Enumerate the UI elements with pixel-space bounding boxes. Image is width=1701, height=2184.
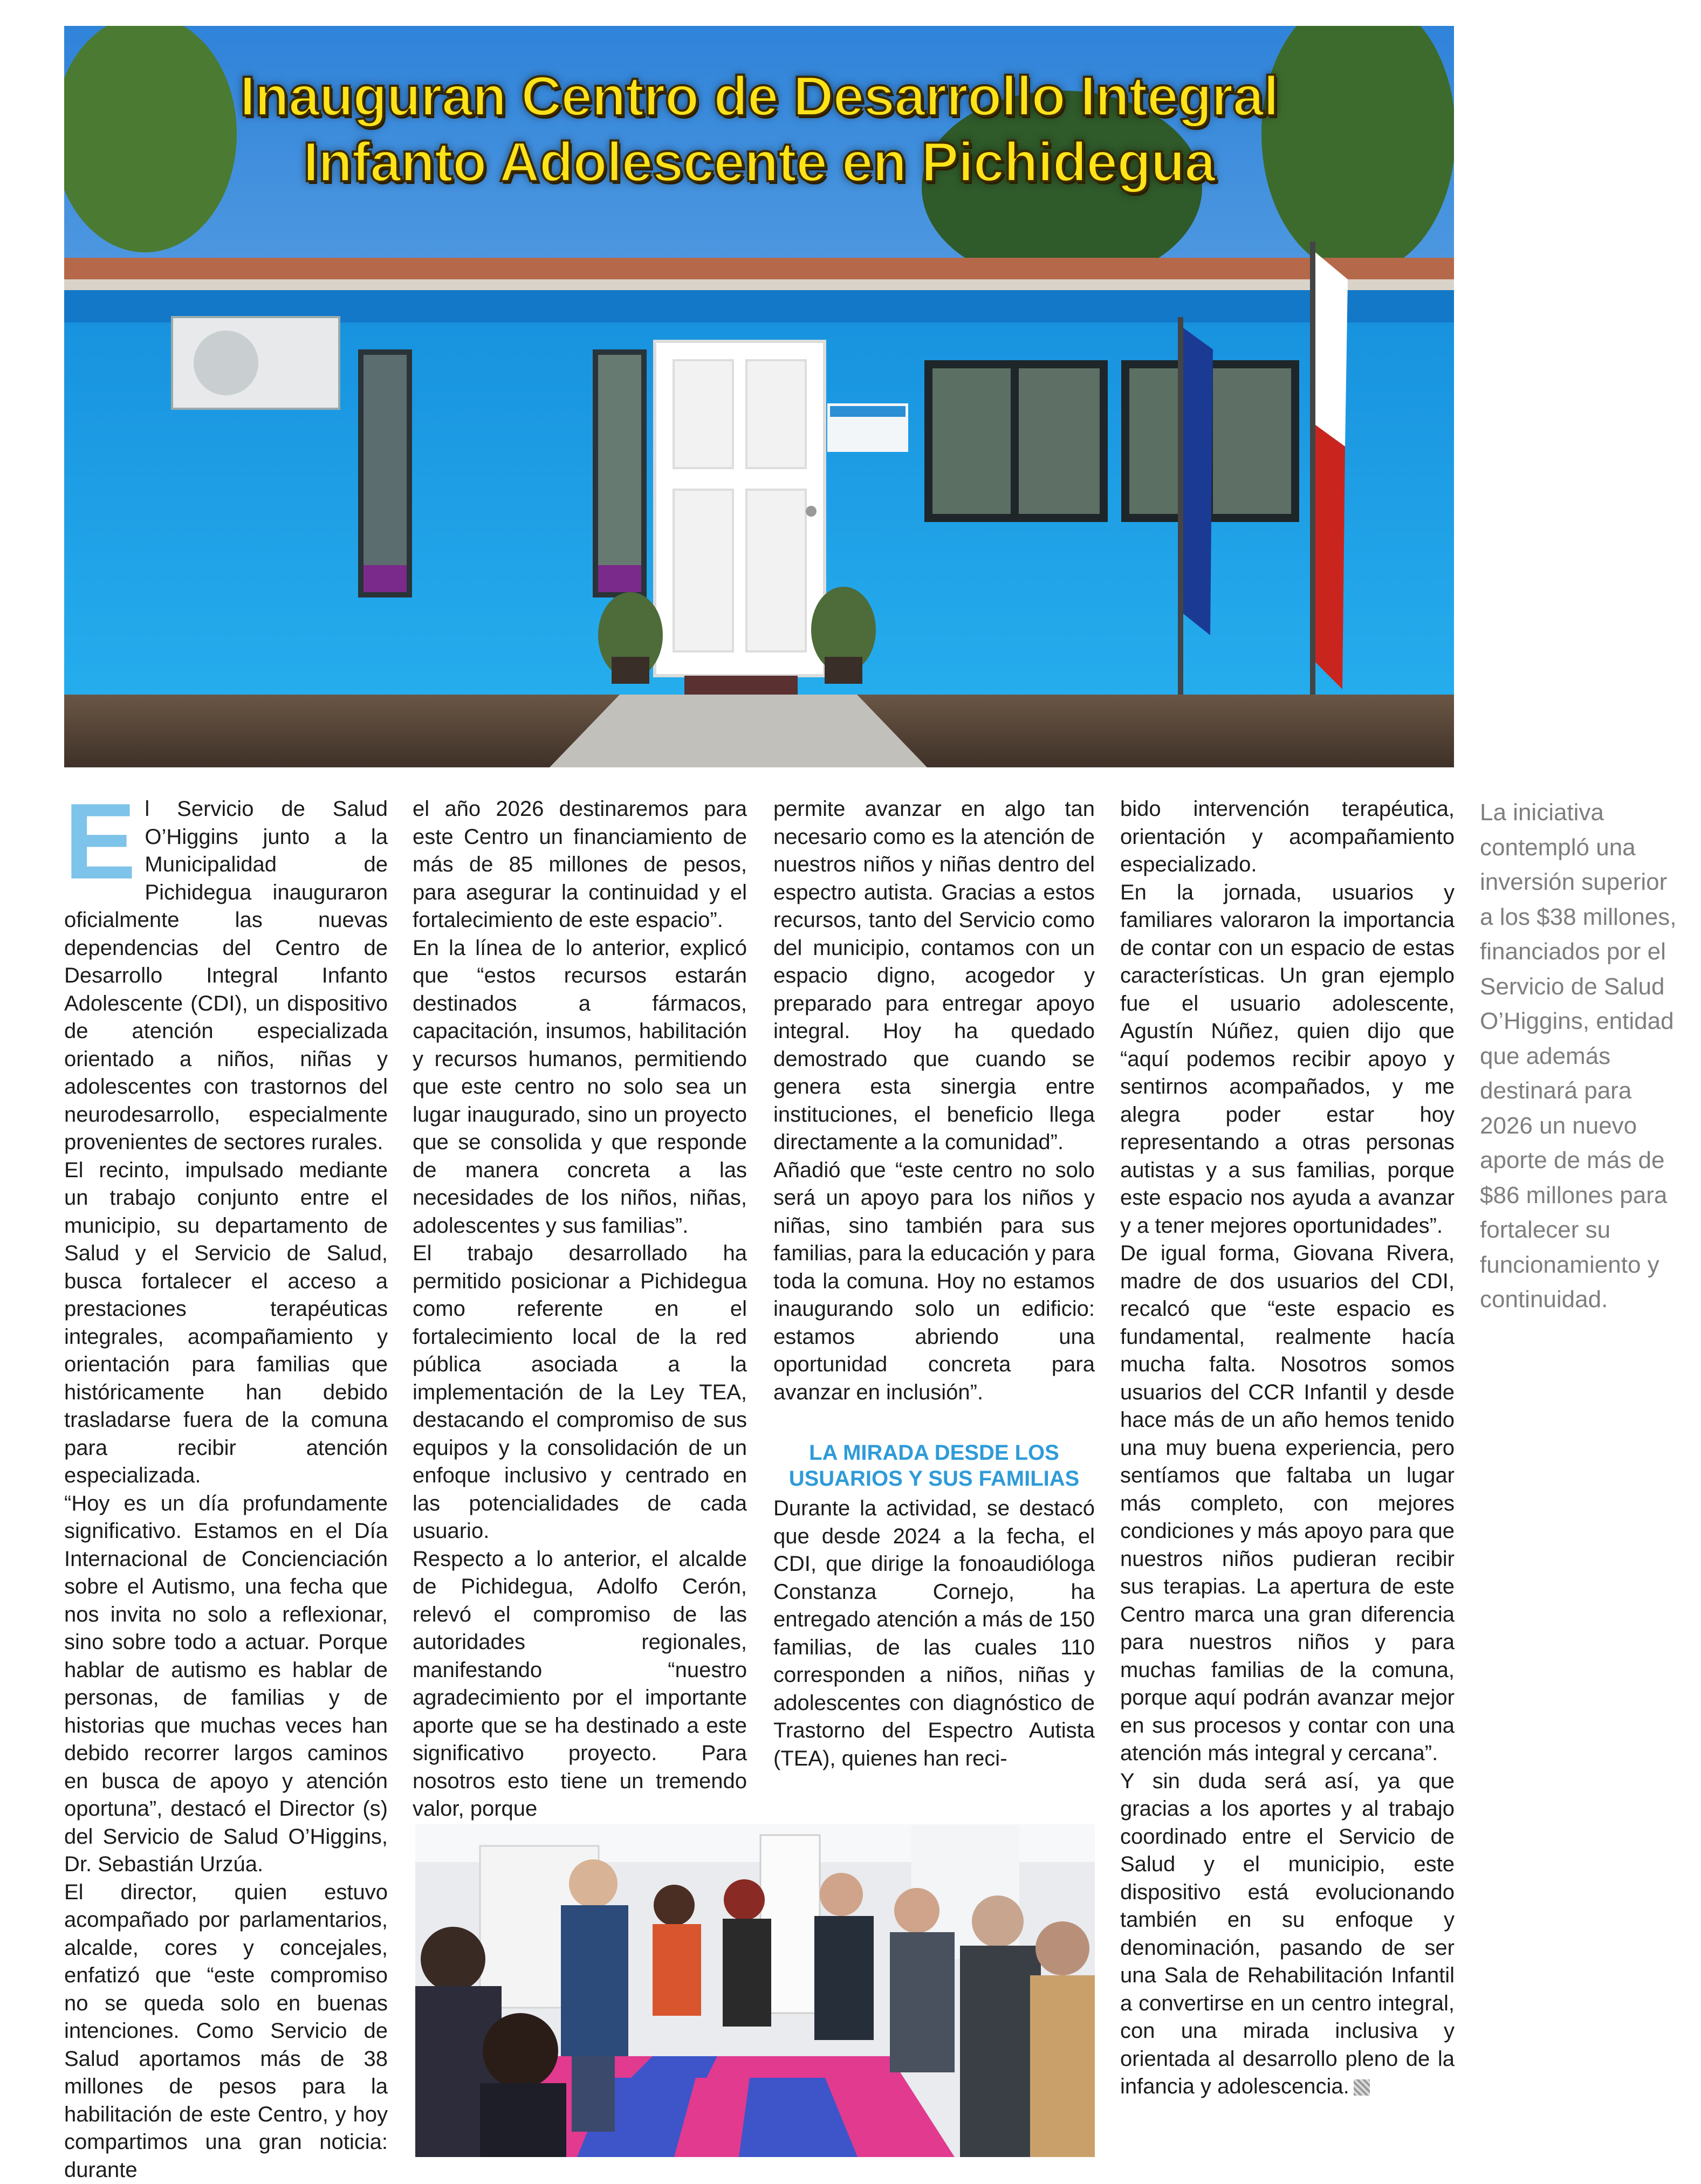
paragraph: Añadió que “este centro no solo será un apoyo para los niños y niñas, sino también para sus familias, para la educación y para toda la comuna. Hoy no estamos inaugurando solo un edificio: estamos abriendo una oportunidad concreta para avanzar en inclusión”. (773, 1157, 1095, 1407)
drop-cap: E (64, 798, 136, 889)
paragraph: En la línea de lo anterior, explicó que “estos recursos estarán destinados a fármacos, capacitación, insumos, habilitación y recursos humanos, permitiendo que este centro no solo sea un lugar inaugurado, sino un proyecto que se consolida y que responde de manera concreta a las necesidades de los niños, niñas, adolescentes y sus familias”. (413, 935, 747, 1240)
paragraph: En la jornada, usuarios y familiares valoraron la importancia de contar con un espacio de estas características. Un gran ejemplo fue el usuario adolescente, Agustín Núñez, quien dijo que “aquí podemos recibir apoyo y sentirnos acompañados, y me alegra poder estar hoy representando a otras personas autistas y a sus familias, porque este espacio nos ayuda a avanzar y a tener mejores oportunidades”. (1120, 879, 1455, 1240)
paragraph (64, 795, 388, 1157)
side-quote: La iniciativa contempló una inversión superior a los $38 millones, financiados por el Servicio de Salud O’Higgins, entidad que además destinará para 2026 un nuevo aporte de más de $86 millones para fortalecer su funcionamiento y continuidad. (1480, 795, 1685, 1317)
hero-photo (64, 26, 1454, 767)
end-mark-icon (1354, 2079, 1370, 2096)
article-column-3 (773, 795, 1095, 1773)
paragraph: El director, quien estuvo acompañado por parlamentarios, alcalde, cores y concejales, enfatizó que “este compromiso no se queda solo en buenas intenciones. Como Servicio de Salud aportamos más de 38 millones de pesos para la habilitación de este Centro, y hoy compartimos una gran noticia: durante (64, 1879, 388, 2184)
paragraph: permite avanzar en algo tan necesario como es la atención de nuestros niños y niñas dentro del espectro autista. Gracias a estos recursos, tanto del Servicio como del municipio, contamos con un espacio digno, acogedor y preparado para entregar apoyo integral. Hoy ha quedado demostrado que cuando se genera esta sinergia entre instituciones, el beneficio llega directamente a la comunidad”. (773, 795, 1095, 1157)
paragraph: Durante la actividad, se destacó que desde 2024 a la fecha, el CDI, que dirige la fonoaudióloga Constanza Cornejo, ha entregado atención a más de 150 familias, de las cuales 110 corresponden a niños, niñas y adolescentes con diagnóstico de Trastorno del Espectro Autista (TEA), quienes han reci- (773, 1495, 1095, 1773)
paragraph-text: l Servicio de Salud O’Higgins junto a la Municipalidad de Pichidegua inauguraron oficialmente las nuevas dependencias del Centro de Desarrollo Integral Infanto Adolescente (CDI), un dispositivo de atención especializada orientado a niños, niñas y adolescentes con trastornos del neurodesarrollo, especialmente provenientes de sectores rurales. (64, 797, 388, 1154)
meeting-illustration (415, 1824, 1095, 2157)
paragraph: bido intervención terapéutica, orientación y acompañamiento especializado. (1120, 795, 1455, 879)
paragraph: El trabajo desarrollado ha permitido posicionar a Pichidegua como referente en el fortalecimiento local de la red pública asociada a la implementación de la Ley TEA, destacando el compromiso de sus equipos y la consolidación de un enfoque inclusivo y centrado en las potencialidades de cada usuario. (413, 1240, 747, 1546)
section-subhead: LA MIRADA DESDE LOS USUARIOS Y SUS FAMILIAS (773, 1440, 1095, 1492)
article-column-1 (64, 795, 388, 2184)
paragraph: “Hoy es un día profundamente significativo. Estamos en el Día Internacional de Concienciación sobre el Autismo, una fecha que nos invita no solo a reflexionar, sino sobre todo a actuar. Porque hablar de autismo es hablar de personas, de familias y de historias que muchas veces han debido recorrer largos caminos en busca de apoyo y atención oportuna”, destacó el Director (s) del Servicio de Salud O’Higgins, Dr. Sebastián Urzúa. (64, 1490, 388, 1879)
paragraph: El recinto, impulsado mediante un trabajo conjunto entre el municipio, su departamento de Salud y el Servicio de Salud, busca fortalecer el acceso a prestaciones terapéuticas integrales, acompañamiento y orientación para familias que históricamente han debido trasladarse fuera de la comuna para recibir atención especializada. (64, 1157, 388, 1490)
article-column-2 (413, 795, 747, 1823)
paragraph (1120, 1768, 1455, 2101)
paragraph: el año 2026 destinaremos para este Centro un financiamiento de más de 85 millones de pesos, para asegurar la continuidad y el fortalecimiento de este espacio”. (413, 795, 747, 935)
paragraph: De igual forma, Giovana Rivera, madre de dos usuarios del CDI, recalcó que “este espacio es fundamental, realmente hacía mucha falta. Nosotros somos usuarios del CCR Infantil y desde hace más de un año hemos tenido una muy buena experiencia, pero sentíamos que faltaba un lugar más completo, con mejores condiciones y más apoyo para que nuestros niños pudieran recibir sus terapias. La apertura de este Centro marca una gran diferencia para nuestros niños y para muchas familias de la comuna, porque aquí podrán avanzar mejor en sus procesos y contar con una atención más integral y cercana”. (1120, 1240, 1455, 1768)
article-column-4 (1120, 795, 1455, 2101)
headline (64, 64, 1454, 195)
paragraph-text: Y sin duda será así, ya que gracias a los aportes y al trabajo coordinado entre el Servicio de Salud y el municipio, este dispositivo está evolucionando también en su enfoque y denominación, pasando de ser una Sala de Rehabilitación Infantil a convertirse en un centro integral, con una mirada inclusiva y orientada al desarrollo pleno de la infancia y adolescencia. (1120, 1769, 1455, 2099)
headline-line-1: Inauguran Centro de Desarrollo Integral (64, 64, 1454, 129)
headline-line-2: Infanto Adolescente en Pichidegua (64, 129, 1454, 195)
paragraph: Respecto a lo anterior, el alcalde de Pichidegua, Adolfo Cerón, relevó el compromiso de las autoridades regionales, manifestando “nuestro agradecimiento por el importante aporte que se ha destinado a este significativo proyecto. Para nosotros esto tiene un tremendo valor, porque (413, 1546, 747, 1823)
meeting-photo (415, 1824, 1095, 2157)
